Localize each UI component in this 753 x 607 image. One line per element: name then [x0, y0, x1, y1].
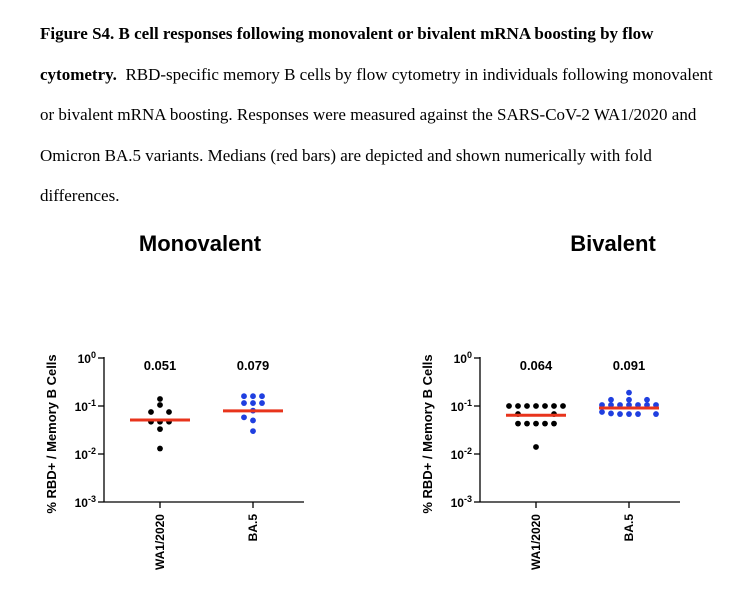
y-tick-label: $10^{-3}$ — [74, 494, 96, 510]
data-point — [542, 421, 548, 427]
caption-title: Figure S4. B cell responses following monovalent or bivalent mRNA boosting by flow cytometry. — [40, 24, 654, 84]
data-point — [551, 421, 557, 427]
data-point — [617, 411, 623, 417]
y-axis-label: % RBD+ / Memory B Cells — [420, 354, 435, 514]
x-tick-label: WA1/2020 — [529, 514, 543, 571]
y-axis-label: % RBD+ / Memory B Cells — [44, 354, 59, 514]
data-point — [250, 393, 256, 399]
data-point — [515, 421, 521, 427]
x-tick-label: BA.5 — [246, 514, 260, 542]
y-tick-label: $10^0$ — [77, 350, 96, 366]
data-point — [166, 409, 172, 415]
chart-bivalent — [376, 330, 753, 607]
y-tick-label: $10^{-3}$ — [450, 494, 472, 510]
data-point — [626, 397, 632, 403]
data-point — [626, 390, 632, 396]
chart-monovalent — [0, 330, 376, 607]
data-point — [250, 400, 256, 406]
x-tick-label: WA1/2020 — [153, 514, 167, 571]
data-point — [241, 400, 247, 406]
y-tick-label: $10^{-2}$ — [74, 446, 96, 462]
y-tick-label: $10^{-2}$ — [450, 446, 472, 462]
data-point — [560, 403, 566, 409]
data-point — [157, 396, 163, 402]
panel-title-bivalent: Bivalent — [570, 231, 656, 256]
data-point — [524, 403, 530, 409]
data-point — [542, 403, 548, 409]
figure-caption — [40, 14, 730, 217]
data-point — [157, 426, 163, 432]
caption-body: RBD-specific memory B cells by flow cytometry in individuals following monovalent or bivalent mRNA boosting. Responses were measured against the SARS-CoV-2 WA1/2020 and Omicron BA.5 variants. Medians (red bars) are depicted and shown numerically with fold differences. — [40, 64, 713, 205]
data-point — [157, 402, 163, 408]
y-tick-label: $10^0$ — [453, 350, 472, 366]
data-point — [241, 393, 247, 399]
data-point — [599, 409, 605, 415]
data-point — [608, 397, 614, 403]
data-point — [644, 397, 650, 403]
data-point — [626, 411, 632, 417]
data-point — [533, 403, 539, 409]
data-point — [653, 411, 659, 417]
median-value-label: 0.091 — [612, 358, 646, 373]
data-point — [241, 414, 247, 420]
data-point — [551, 403, 557, 409]
data-point — [533, 444, 539, 450]
data-point — [259, 393, 265, 399]
data-point — [148, 409, 154, 415]
data-point — [635, 411, 641, 417]
median-value-label: 0.079 — [236, 358, 270, 373]
median-value-label: 0.064 — [519, 358, 553, 373]
data-point — [506, 403, 512, 409]
median-value-label: 0.051 — [143, 358, 177, 373]
x-tick-label: BA.5 — [622, 514, 636, 542]
data-point — [533, 421, 539, 427]
y-tick-label: $10^{-1}$ — [450, 398, 472, 414]
data-point — [524, 421, 530, 427]
data-point — [259, 400, 265, 406]
data-point — [250, 418, 256, 424]
y-tick-label: $10^{-1}$ — [74, 398, 96, 414]
data-point — [157, 446, 163, 452]
panel-title-monovalent: Monovalent — [138, 231, 262, 256]
data-point — [608, 411, 614, 417]
data-point — [515, 403, 521, 409]
data-point — [250, 428, 256, 434]
